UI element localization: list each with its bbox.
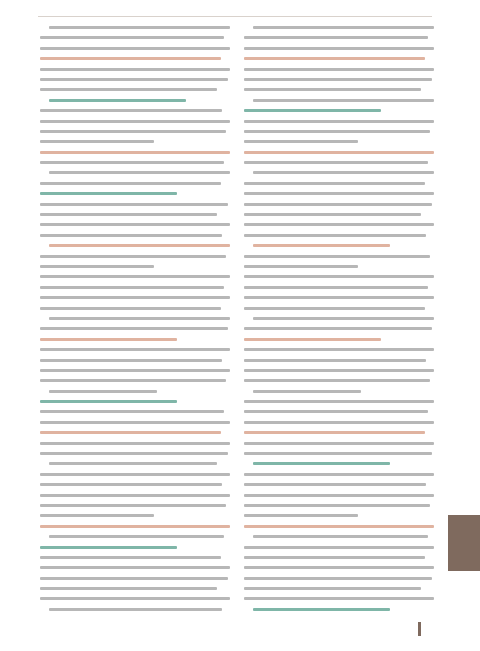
text-line [40,78,228,81]
text-line [244,514,358,517]
text-line [244,452,432,455]
text-line [40,452,228,455]
text-line [253,171,434,174]
text-line [244,307,425,310]
text-line [253,535,428,538]
text-line [40,213,217,216]
text-line [40,369,230,372]
text-line [244,192,434,195]
text-line [40,379,226,382]
text-line [244,265,358,268]
text-line [49,26,230,29]
text-line [244,504,430,507]
text-line [244,57,425,60]
text-line [244,421,434,424]
text-line [244,140,358,143]
footer-accent-bar [418,622,421,636]
sidebar-section-label [448,515,480,571]
text-line [244,566,434,569]
text-line [244,442,434,445]
text-line [49,608,222,611]
text-line [244,213,421,216]
text-line [40,566,230,569]
text-line [244,525,434,528]
text-line [49,535,224,538]
text-line [244,161,428,164]
text-line [244,151,434,154]
text-line [40,327,228,330]
text-line [40,130,226,133]
section-heading-line [40,400,177,403]
text-line [40,265,154,268]
text-line [244,556,425,559]
text-line [244,36,428,39]
text-line [244,483,426,486]
text-line [244,494,434,497]
section-heading-line [253,462,390,465]
text-line [49,462,217,465]
text-line [244,78,432,81]
text-line [40,275,230,278]
text-line [40,296,230,299]
text-line [49,317,230,320]
text-line [244,369,434,372]
text-line [40,151,230,154]
text-line [40,494,230,497]
text-line [244,587,421,590]
text-line [244,431,425,434]
text-line [40,57,221,60]
section-heading-line [253,244,390,247]
text-line [40,255,226,258]
text-line [40,120,230,123]
text-line [244,379,430,382]
text-line [244,68,434,71]
text-line [244,400,434,403]
text-line [40,359,222,362]
text-line [40,307,221,310]
text-line [244,546,434,549]
text-line [40,442,230,445]
text-line [244,182,425,185]
section-heading-line [49,99,186,102]
section-heading-line [40,192,177,195]
text-line [40,88,217,91]
text-line [40,483,222,486]
right-text-column [244,26,434,620]
text-line [40,504,226,507]
text-line [244,286,428,289]
section-heading-line [40,546,177,549]
text-line [40,47,230,50]
text-line [40,161,224,164]
text-line [40,556,221,559]
text-line [40,140,154,143]
text-line [40,234,222,237]
text-line [40,109,222,112]
text-line [244,348,434,351]
text-line [40,223,230,226]
text-line [253,390,361,393]
text-line [244,473,434,476]
text-line [244,255,430,258]
text-line [244,359,426,362]
text-line [244,120,434,123]
section-heading-line [253,608,390,611]
text-line [40,203,228,206]
text-line [49,390,157,393]
text-line [40,587,217,590]
text-line [40,410,224,413]
text-line [244,296,434,299]
left-text-column [40,26,230,620]
text-line [244,223,434,226]
text-line [244,130,430,133]
text-line [253,99,434,102]
text-line [49,244,230,247]
text-line [40,514,154,517]
text-line [40,182,221,185]
text-line [244,577,432,580]
text-line [40,286,224,289]
text-line [244,410,428,413]
section-heading-line [244,109,381,112]
section-heading-line [244,338,381,341]
text-line [40,36,224,39]
text-line [40,597,230,600]
text-line [244,47,434,50]
text-line [244,597,434,600]
text-line [40,473,230,476]
text-line [40,577,228,580]
text-line [253,317,434,320]
text-line [244,203,432,206]
text-line [244,88,421,91]
text-line [40,525,230,528]
text-line [40,348,230,351]
text-line [244,327,432,330]
text-line [40,68,230,71]
text-line [49,171,230,174]
text-line [40,431,221,434]
section-heading-line [40,338,177,341]
text-line [40,421,230,424]
text-line [244,234,426,237]
text-line [244,275,434,278]
header-rule [38,16,432,17]
text-line [253,26,434,29]
